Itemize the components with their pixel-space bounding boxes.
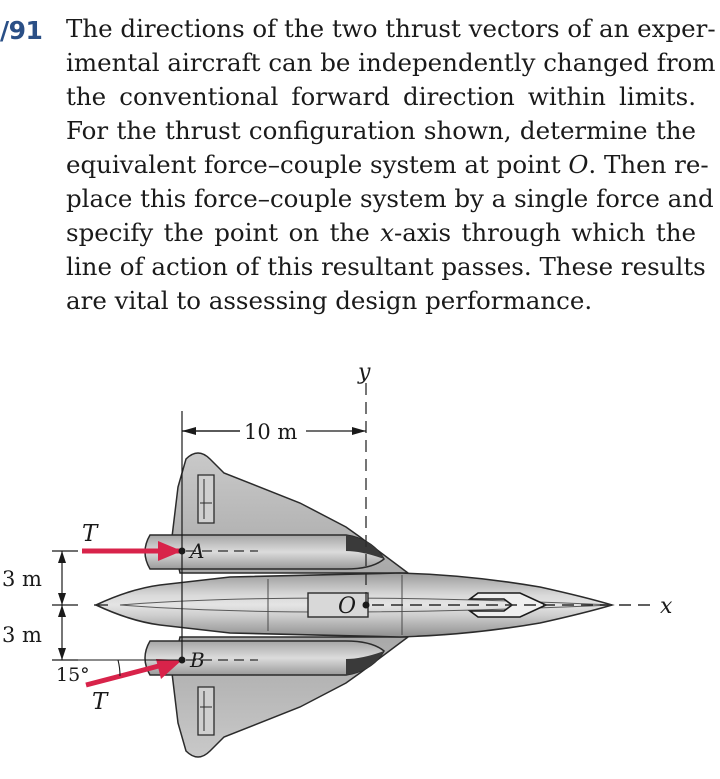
point-a-label: A <box>190 539 205 563</box>
point-o-label: O <box>338 594 357 619</box>
dimension-lower-3m-label: 3 m <box>2 623 42 647</box>
dimension-10m-label: 10 m <box>244 420 298 444</box>
problem-line: place this force–couple system by a single force and <box>66 184 714 213</box>
italic-symbol: x <box>380 218 394 247</box>
problem-line: specify the point on the x-axis through which the <box>66 218 696 247</box>
aircraft-figure <box>0 355 720 779</box>
y-axis-label: y <box>358 360 371 385</box>
point-o-dot <box>363 602 370 609</box>
angle-arc <box>118 660 120 676</box>
point-a-dot <box>179 548 186 555</box>
thrust-top-label: T <box>82 521 98 547</box>
problem-line: equivalent force–couple system at point O. Then re- <box>66 150 709 179</box>
upper-fin <box>198 475 214 523</box>
italic-symbol: O <box>568 150 589 179</box>
thrust-bottom-label: T <box>92 689 108 715</box>
problem-line: The directions of the two thrust vectors of an exper- <box>66 14 716 43</box>
dimension-upper-3m-label: 3 m <box>2 567 42 591</box>
point-b-label: B <box>190 648 205 672</box>
problem-statement <box>66 12 716 318</box>
problem-line: line of action of this resultant passes. These results <box>66 252 706 281</box>
problem-line: For the thrust configuration shown, determine the <box>66 116 696 145</box>
point-b-dot <box>179 657 186 664</box>
lower-fin <box>198 687 214 735</box>
x-axis-label: x <box>660 594 673 619</box>
problem-line: are vital to assessing design performance. <box>66 286 593 315</box>
angle-label: 15° <box>56 664 90 686</box>
problem-line: the conventional forward direction within limits. <box>66 82 696 111</box>
problem-number: /91 <box>0 16 43 45</box>
problem-line: imental aircraft can be independently changed from <box>66 48 716 77</box>
